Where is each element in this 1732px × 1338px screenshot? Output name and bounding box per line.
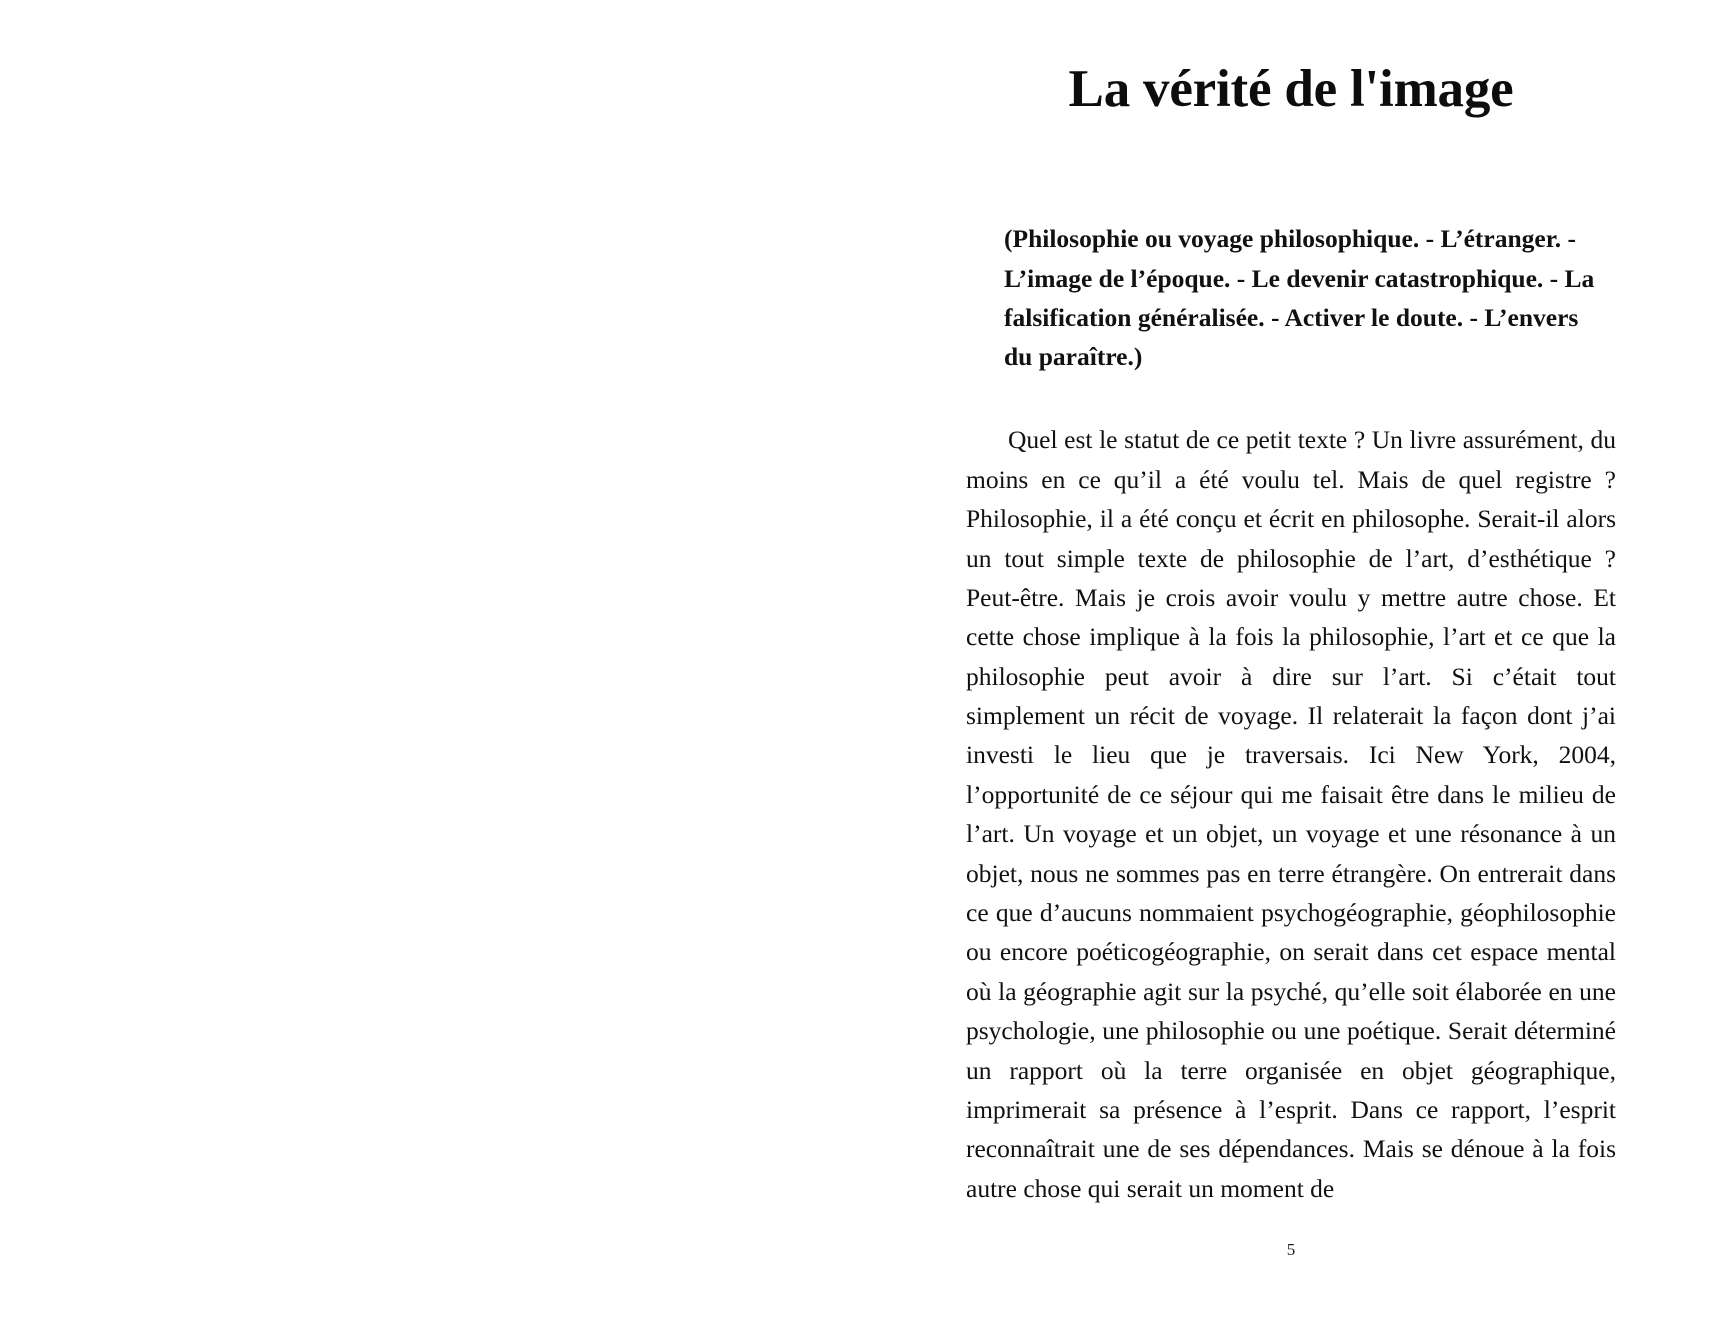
page-number: 5 <box>1286 1240 1296 1259</box>
text-column <box>966 60 1616 1208</box>
chapter-summary: (Philosophie ou voyage philosophique. - L’étranger. - L’image de l’époque. - Le devenir catastrophique. - La falsification généralisée. - Activer le doute. - L’envers du paraître.) <box>1004 224 1595 372</box>
body-paragraph: Quel est le statut de ce petit texte ? Un livre assurément, du moins en ce qu’il a été voulu tel. Mais de quel registre ? Philosophie, il a été conçu et écrit en philosophe. Serait-il alors un tout simple texte de philosophie de l’art, d’esthétique ? Peut-être. Mais je crois avoir voulu y mettre autre chose. Et cette chose implique à la fois la philosophie, l’art et ce que la philosophie peut avoir à dire sur l’art. Si c’était tout simplement un récit de voyage. Il relaterait la façon dont j’ai investi le lieu que je traversais. Ici New York, 2004, l’opportunité de ce séjour qui me faisait être dans le milieu de l’art. Un voyage et un objet, un voyage et une résonance à un objet, nous ne sommes pas en terre étrangère. On entrerait dans ce que d’aucuns nommaient psychogéographie, géophilosophie ou encore poéticogéographie, on serait dans cet espace mental où la géographie agit sur la psyché, qu’elle soit élaborée en une psychologie, une philosophie ou une poétique. Serait déterminé un rapport où la terre organisée en objet géographique, imprimerait sa présence à l’esprit. Dans ce rapport, l’esprit reconnaîtrait une de ses dépendances. Mais se dénoue à la fois autre chose qui serait un moment de <box>966 425 1616 1203</box>
page-title: La vérité de l'image <box>1068 60 1514 118</box>
body-text <box>966 420 1616 1208</box>
